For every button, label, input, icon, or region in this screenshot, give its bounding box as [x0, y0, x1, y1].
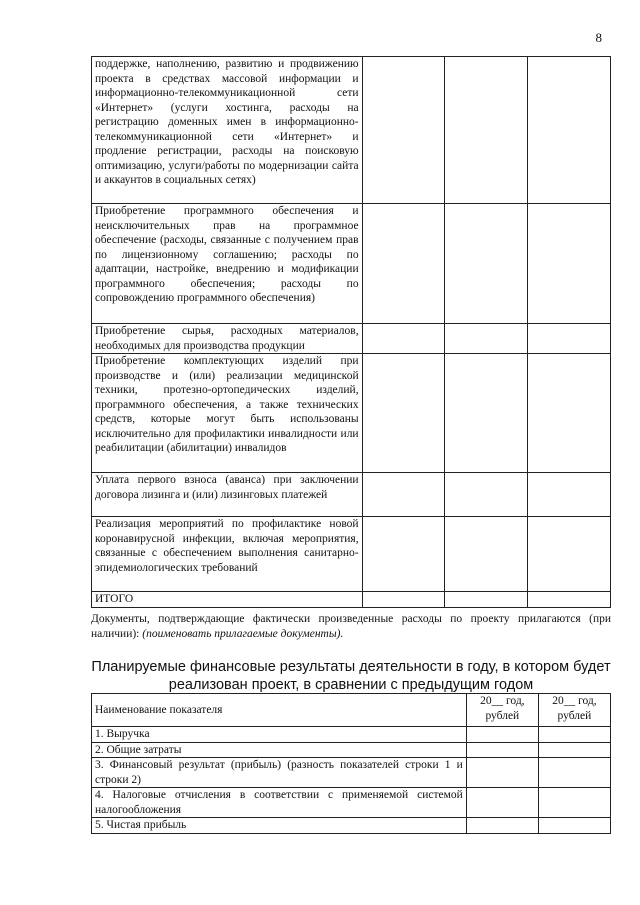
table-row [92, 204, 611, 324]
table-row [92, 818, 611, 834]
expense-item-description: Уплата первого взноса (аванса) при заключении договора лизинга и (или) лизинговых платежей [92, 473, 363, 517]
results-title: Планируемые финансовые результаты деятельности в году, в котором будет реализован проект, в сравнении с предыдущим годом [91, 659, 611, 693]
table-cell-empty [362, 473, 445, 517]
indicator-name: 4. Налоговые отчисления в соответствии с применяемой системой налогообложения [92, 788, 467, 818]
table-cell-empty [528, 354, 611, 473]
total-label: ИТОГО [92, 592, 363, 608]
header-indicator-name: Наименование показателя [92, 694, 467, 727]
table-cell-empty [538, 742, 610, 758]
table-cell-empty [362, 57, 445, 204]
table-row-total [92, 592, 611, 608]
results-header-row [92, 694, 611, 727]
table-cell-empty [538, 818, 610, 834]
table-cell-empty [528, 57, 611, 204]
page-number: 8 [595, 30, 602, 45]
table-cell-empty [445, 592, 528, 608]
documents-note-text: Документы, подтверждающие фактически произведенные расходы по проекту прилагаются (при наличии): [91, 613, 611, 640]
table-row [92, 742, 611, 758]
table-cell-empty [466, 788, 538, 818]
table-row [92, 324, 611, 354]
table-row [92, 758, 611, 788]
table-cell-empty [538, 788, 610, 818]
table-row [92, 788, 611, 818]
table-cell-empty [528, 517, 611, 592]
table-cell-empty [445, 473, 528, 517]
table-row [92, 517, 611, 592]
table-cell-empty [538, 758, 610, 788]
table-row [92, 727, 611, 743]
table-cell-empty [362, 324, 445, 354]
table-cell-empty [528, 473, 611, 517]
expense-item-description: Приобретение сырья, расходных материалов, необходимых для производства продукции [92, 324, 363, 354]
indicator-name: 5. Чистая прибыль [92, 818, 467, 834]
table-row [92, 57, 611, 204]
expense-item-description: поддержке, наполнению, развитию и продвижению проекта в средствах массовой информации и информационно-телекоммуникационной сети «Интернет» (услуги хостинга, расходы на регистрацию доменных имен в информационно-телекоммуникационной сети «Интернет» и продление регистрации, расходы на поисковую оптимизацию, услуги/работы по модернизации сайта и аккаунтов в социальных сетях) [92, 57, 363, 204]
table-cell-empty [445, 324, 528, 354]
table-cell-empty [466, 758, 538, 788]
expense-item-description: Приобретение программного обеспечения и неисключительных прав на программное обеспечение (расходы, связанные с получением прав по лицензионному соглашению; расходы по адаптации, настройке, внедрению и модификации программного обеспечения; расходы по сопровождению программного обеспечения) [92, 204, 363, 324]
documents-note-italic: (поименовать прилагаемые документы). [142, 627, 344, 640]
table-cell-empty [528, 324, 611, 354]
table-cell-empty [528, 592, 611, 608]
documents-note [91, 612, 611, 641]
expenses-table [91, 56, 611, 608]
expense-item-description: Приобретение комплектующих изделий при производстве и (или) реализации медицинской техники, протезно-ортопедических изделий, программного обеспечения, а также технических средств, которые могут быть использованы исключительно для профилактики инвалидности или реабилитации (абилитации) инвалидов [92, 354, 363, 473]
table-cell-empty [528, 204, 611, 324]
header-year-2: 20__ год, рублей [538, 694, 610, 727]
expense-item-description: Реализация мероприятий по профилактике новой коронавирусной инфекции, включая мероприятия, связанные с обеспечением выполнения санитарно-эпидемиологических требований [92, 517, 363, 592]
table-cell-empty [362, 204, 445, 324]
indicator-name: 1. Выручка [92, 727, 467, 743]
table-cell-empty [466, 727, 538, 743]
table-cell-empty [445, 204, 528, 324]
table-cell-empty [362, 517, 445, 592]
indicator-name: 3. Финансовый результат (прибыль) (разность показателей строки 1 и строки 2) [92, 758, 467, 788]
table-cell-empty [362, 354, 445, 473]
table-row [92, 354, 611, 473]
results-table [91, 693, 611, 834]
table-cell-empty [466, 818, 538, 834]
indicator-name: 2. Общие затраты [92, 742, 467, 758]
table-cell-empty [538, 727, 610, 743]
table-cell-empty [445, 57, 528, 204]
table-cell-empty [445, 354, 528, 473]
table-cell-empty [466, 742, 538, 758]
table-cell-empty [362, 592, 445, 608]
table-row [92, 473, 611, 517]
header-year-1: 20__ год, рублей [466, 694, 538, 727]
table-cell-empty [445, 517, 528, 592]
